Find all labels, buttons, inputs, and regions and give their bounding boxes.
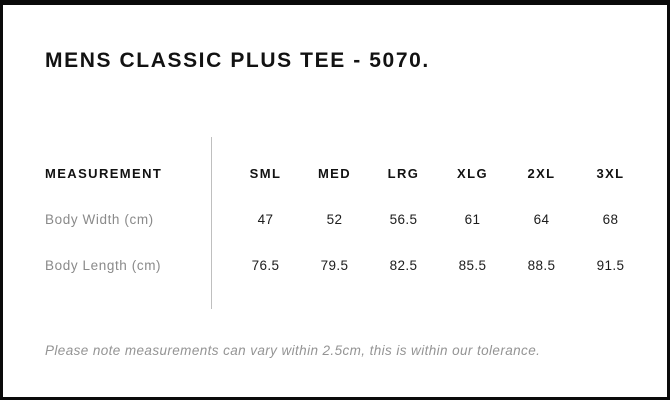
size-column-header-lrg: LRG	[387, 165, 420, 181]
body-length-value-med: 79.5	[320, 257, 349, 273]
page-title: MENS CLASSIC PLUS TEE - 5070.	[45, 49, 430, 72]
body-width-value-3xl: 68	[602, 211, 619, 227]
size-column-header-sml: SML	[249, 165, 282, 181]
size-column-header-xlg: XLG	[457, 165, 488, 181]
body-width-value-med: 52	[326, 211, 343, 227]
body-width-value-lrg: 56.5	[389, 211, 418, 227]
body-length-value-sml: 76.5	[251, 257, 280, 273]
body-length-value-lrg: 82.5	[389, 257, 418, 273]
body-width-value-sml: 47	[257, 211, 274, 227]
size-column-header-med: MED	[317, 165, 352, 181]
tolerance-note: Please note measurements can vary within 2.5cm, this is within our tolerance.	[45, 343, 541, 358]
body-width-value-2xl: 64	[533, 211, 550, 227]
body-length-value-2xl: 88.5	[527, 257, 556, 273]
body-length-value-3xl: 91.5	[596, 257, 625, 273]
size-column-header-3xl: 3XL	[596, 165, 625, 181]
measurement-column-header: MEASUREMENT	[45, 165, 163, 181]
row-label-body-length: Body Length (cm)	[45, 257, 162, 273]
body-length-value-xlg: 85.5	[458, 257, 487, 273]
size-chart-table	[45, 150, 645, 288]
row-label-body-width: Body Width (cm)	[45, 211, 154, 227]
body-width-value-xlg: 61	[464, 211, 481, 227]
size-column-header-2xl: 2XL	[527, 165, 556, 181]
